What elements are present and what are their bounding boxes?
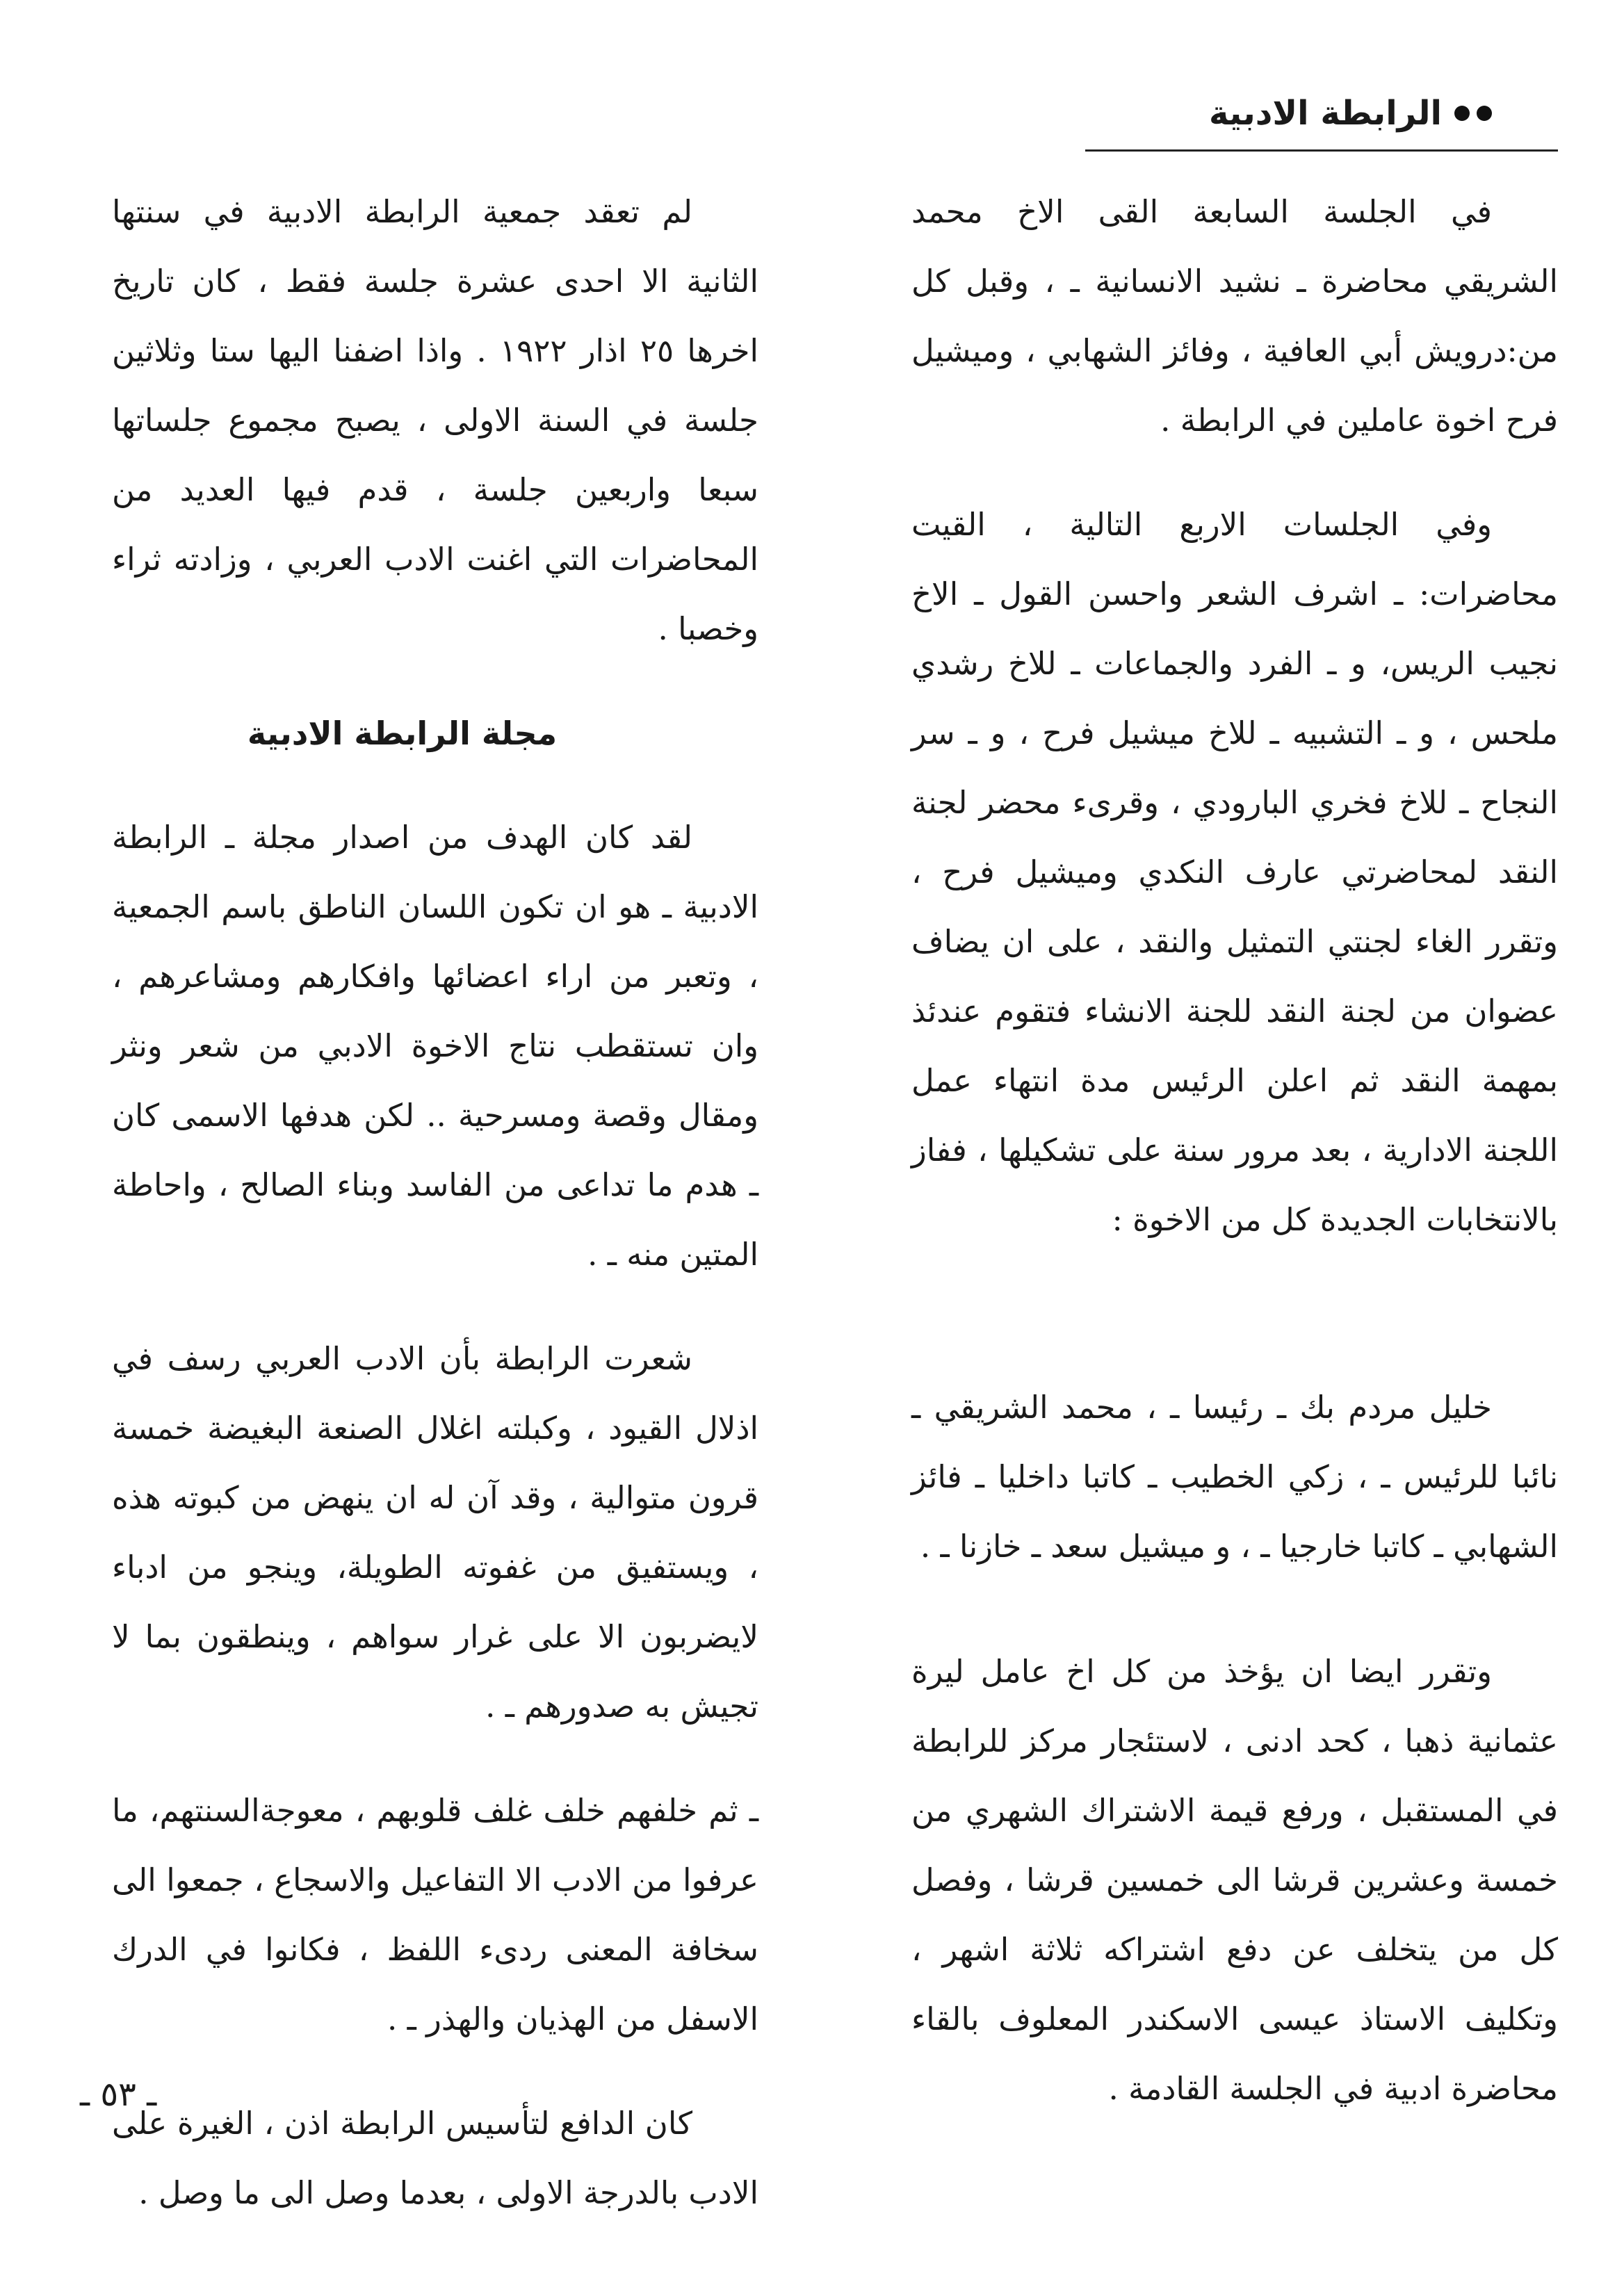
header-bullets-icon: [1454, 106, 1492, 121]
running-header: [1209, 94, 1492, 133]
left-paragraph-3: شعرت الرابطة بأن الادب العربي رسف في اذلال القيود ، وكبلته اغلال الصنعة البغيضة خمسة قرون متوالية ، وقد آن له ان ينهض من كبوته هذه ، ويستفيق من غفوته الطويلة، وينجو من ادباء لايضربون الا على غرار سواهم ، وينطقون بما لا تجيش به صدورهم ـ .: [112, 1340, 758, 1725]
header-title: الرابطة الادبية: [1209, 94, 1442, 133]
right-paragraph-2: وفي الجلسات الاربع التالية ، القيت محاضرات: ـ اشرف الشعر واحسن القول ـ الاخ نجيب الريس، و ـ الفرد والجماعات ـ للاخ رشدي ملحس ، و ـ التشبيه ـ للاخ ميشيل فرح ، و ـ سر النجاح ـ للاخ فخري البارودي ، وقرىء محضر لجنة النقد لمحاضرتي عارف النكدي وميشيل فرح ، وتقرر الغاء لجنتي التمثيل والنقد ، على ان يضاف عضوان من لجنة النقد للجنة الانشاء فتقوم عندئذ بمهمة النقد ثم اعلن الرئيس مدة انتهاء عمل اللجنة الادارية ، بعد مرور سنة على تشكيلها ، ففاز بالانتخابات الجديدة كل من الاخوة :: [911, 506, 1558, 1238]
left-paragraph-4: ـ ثم خلفهم خلف غلف قلوبهم ، معوجةالسنتهم، ما عرفوا من الادب الا التفاعيل والاسجاع ، جمعوا الى سخافة المعنى ردىء اللفظ ، فكانوا في الدرك الاسفل من الهذيان والهذر ـ .: [112, 1792, 758, 2037]
left-column: [112, 177, 758, 2263]
page-number: ـ ٥٣ ـ: [80, 2075, 157, 2114]
section-title: مجلة الرابطة الادبية: [247, 715, 558, 752]
right-paragraph-3: خليل مردم بك ـ رئيسا ـ ، محمد الشريقي ـ نائبا للرئيس ـ ، زكي الخطيب ـ كاتبا داخليا ـ فائز الشهابي ـ كاتبا خارجيا ـ ، و ميشيل سعد ـ خازنا ـ .: [911, 1389, 1558, 1565]
right-paragraph-1: في الجلسة السابعة القى الاخ محمد الشريقي محاضرة ـ نشيد الانسانية ـ ، وقبل كل من:درويش أبي العافية ، وفائز الشهابي ، وميشيل فرح اخوة عاملين في الرابطة .: [911, 193, 1558, 439]
left-paragraph-5: كان الدافع لتأسيس الرابطة اذن ، الغيرة على الادب بالدرجة الاولى ، بعدما وصل الى ما وصل .: [112, 2105, 758, 2211]
left-paragraph-2: لقد كان الهدف من اصدار مجلة ـ الرابطة الادبية ـ هو ان تكون اللسان الناطق باسم الجمعية ، وتعبر من اراء اعضائها وافكارهم ومشاعرهم ، وان تستقطب نتاج الاخوة الادبي من شعر ونثر ومقال وقصة ومسرحية .. لكن هدفها الاسمى كان ـ هدم ما تداعى من الفاسد وبناء الصالح ، واحاطة المتين منه ـ .: [112, 819, 758, 1273]
right-paragraph-4: وتقرر ايضا ان يؤخذ من كل اخ عامل ليرة عثمانية ذهبا ، كحد ادنى ، لاستئجار مركز للرابطة في المستقبل ، ورفع قيمة الاشتراك الشهري من خمسة وعشرين قرشا الى خمسين قرشا ، وفصل كل من يتخلف عن دفع اشتراكه ثلاثة اشهر ، وتكليف الاستاذ عيسى الاسكندر المعلوف بالقاء محاضرة ادبية في الجلسة القادمة .: [911, 1653, 1558, 2107]
header-rule: [1085, 149, 1558, 152]
left-paragraph-1: لم تعقد جمعية الرابطة الادبية في سنتها الثانية الا احدى عشرة جلسة فقط ، كان تاريخ اخرها ٢٥ اذار ١٩٢٢ . واذا اضفنا اليها ستا وثلاثين جلسة في السنة الاولى ، يصبح مجموع جلساتها سبعا واربعين جلسة ، قدم فيها العديد من المحاضرات التي اغنت الادب العربي ، وزادته ثراء وخصبا .: [112, 193, 758, 647]
right-column: [911, 177, 1558, 2158]
